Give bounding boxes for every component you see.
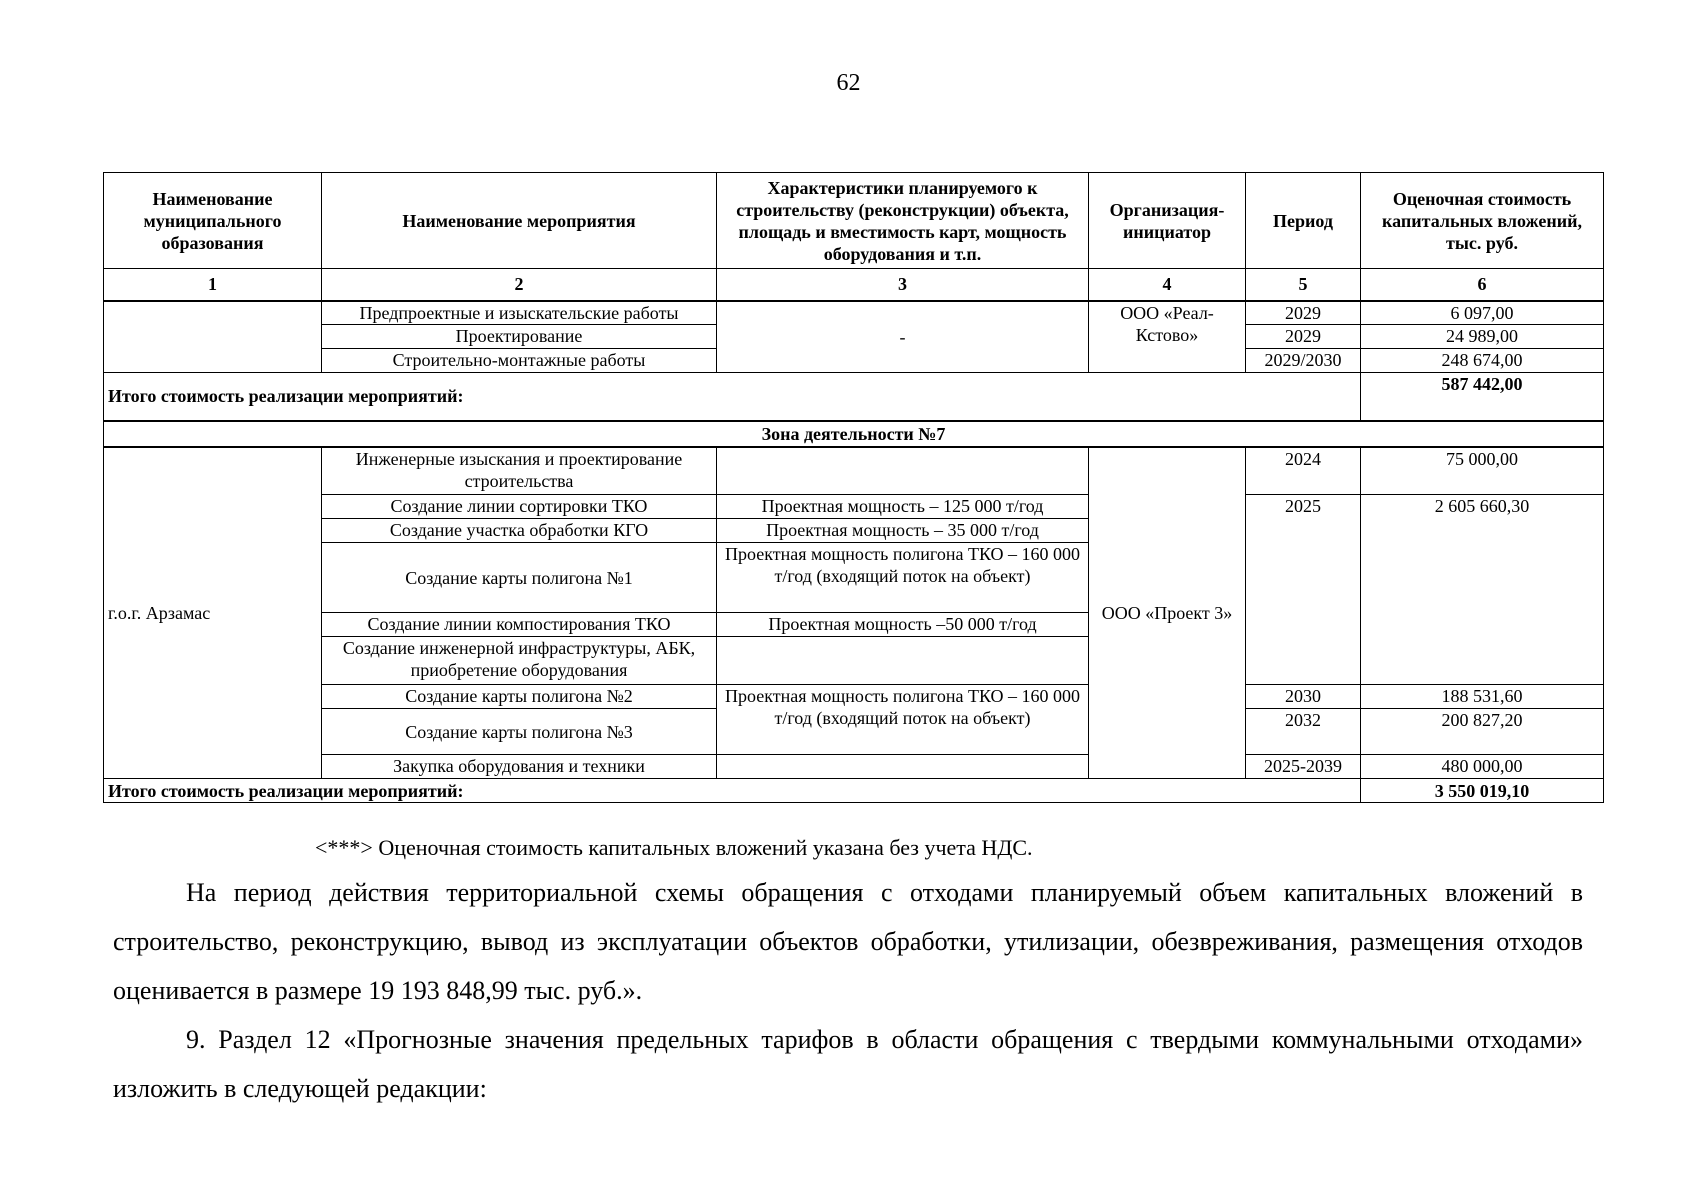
- cost-cell: 188 531,60: [1361, 685, 1604, 709]
- table-row: [104, 301, 1604, 325]
- column-number: 1: [104, 269, 322, 301]
- cost-cell: 248 674,00: [1361, 349, 1604, 373]
- total-value: 587 442,00: [1361, 373, 1604, 421]
- period-cell: 2025: [1246, 495, 1361, 685]
- characteristics-cell: -: [717, 301, 1089, 373]
- total-row: [104, 779, 1604, 803]
- period-cell: 2024: [1246, 447, 1361, 495]
- organization-cell: ООО «Проект 3»: [1089, 447, 1246, 779]
- column-number: 5: [1246, 269, 1361, 301]
- period-cell: 2029/2030: [1246, 349, 1361, 373]
- municipality-cell: г.о.г. Арзамас: [104, 447, 322, 779]
- total-value: 3 550 019,10: [1361, 779, 1604, 803]
- zone-title: Зона деятельности №7: [104, 421, 1604, 447]
- period-cell: 2025-2039: [1246, 755, 1361, 779]
- header-measure: Наименование мероприятия: [322, 173, 717, 269]
- column-number: 6: [1361, 269, 1604, 301]
- column-number: 2: [322, 269, 717, 301]
- cost-cell: 480 000,00: [1361, 755, 1604, 779]
- measure-name: Предпроектные и изыскательские работы: [322, 301, 717, 325]
- table-row: [104, 495, 1604, 519]
- period-cell: 2029: [1246, 325, 1361, 349]
- column-number: 4: [1089, 269, 1246, 301]
- measure-name: Строительно-монтажные работы: [322, 349, 717, 373]
- measure-name: Создание линии компостирования ТКО: [322, 613, 717, 637]
- measure-name: Инженерные изыскания и проектирование строительства: [322, 447, 717, 495]
- zone-row: [104, 421, 1604, 447]
- paragraph-investment-total: На период действия территориальной схемы обращения с отходами планируемый объем капитальных вложений в строительство, реконструкцию, вывод из эксплуатации объектов обработки, утилизации, обезвреживания, размещения отходов оценивается в размере 19 193 848,99 тыс. руб.».: [113, 878, 1583, 1005]
- column-numbers-row: [104, 269, 1604, 301]
- measure-name: Создание карты полигона №1: [322, 543, 717, 613]
- paragraph-section-12: 9. Раздел 12 «Прогнозные значения предельных тарифов в области обращения с твердыми коммунальными отходами» изложить в следующей редакции:: [113, 1025, 1583, 1103]
- table-header-row: [104, 173, 1604, 269]
- header-cost: Оценочная стоимость капитальных вложений, тыс. руб.: [1361, 173, 1604, 269]
- measure-name: Создание карты полигона №3: [322, 709, 717, 755]
- measure-name: Создание линии сортировки ТКО: [322, 495, 717, 519]
- table-row: [104, 447, 1604, 495]
- cost-cell: 6 097,00: [1361, 301, 1604, 325]
- period-cell: 2030: [1246, 685, 1361, 709]
- measure-name: Создание карты полигона №2: [322, 685, 717, 709]
- characteristics-cell: Проектная мощность полигона ТКО – 160 000 т/год (входящий поток на объект): [717, 543, 1089, 613]
- measure-name: Создание участка обработки КГО: [322, 519, 717, 543]
- total-label: Итого стоимость реализации мероприятий:: [104, 779, 1361, 803]
- cost-cell: 200 827,20: [1361, 709, 1604, 755]
- period-cell: 2032: [1246, 709, 1361, 755]
- measure-name: Закупка оборудования и техники: [322, 755, 717, 779]
- measure-name: Создание инженерной инфраструктуры, АБК, приобретение оборудования: [322, 637, 717, 685]
- column-number: 3: [717, 269, 1089, 301]
- characteristics-cell-empty: [717, 637, 1089, 685]
- organization-cell: ООО «Реал-Кстово»: [1089, 301, 1246, 373]
- page-number: 62: [836, 70, 861, 96]
- cost-cell: 2 605 660,30: [1361, 495, 1604, 685]
- characteristics-cell: Проектная мощность – 125 000 т/год: [717, 495, 1089, 519]
- header-municipality: Наименование муниципального образования: [104, 173, 322, 269]
- cost-cell: 75 000,00: [1361, 447, 1604, 495]
- total-row: [104, 373, 1604, 421]
- period-cell: 2029: [1246, 301, 1361, 325]
- measure-name: Проектирование: [322, 325, 717, 349]
- header-period: Период: [1246, 173, 1361, 269]
- table-row: [104, 755, 1604, 779]
- footnote: <***> Оценочная стоимость капитальных вложений указана без учета НДС.: [315, 835, 1033, 860]
- header-organization: Организация-инициатор: [1089, 173, 1246, 269]
- header-characteristics: Характеристики планируемого к строительству (реконструкции) объекта, площадь и вместимость карт, мощность оборудования и т.п.: [717, 173, 1089, 269]
- municipality-cell-empty: [104, 301, 322, 373]
- capital-investment-table: [103, 172, 1604, 803]
- characteristics-cell-empty: [717, 755, 1089, 779]
- cost-cell: 24 989,00: [1361, 325, 1604, 349]
- characteristics-cell: Проектная мощность полигона ТКО – 160 000 т/год (входящий поток на объект): [717, 685, 1089, 755]
- table-row: [104, 685, 1604, 709]
- characteristics-cell: Проектная мощность – 35 000 т/год: [717, 519, 1089, 543]
- total-label: Итого стоимость реализации мероприятий:: [104, 373, 1361, 421]
- characteristics-cell-empty: [717, 447, 1089, 495]
- characteristics-cell: Проектная мощность –50 000 т/год: [717, 613, 1089, 637]
